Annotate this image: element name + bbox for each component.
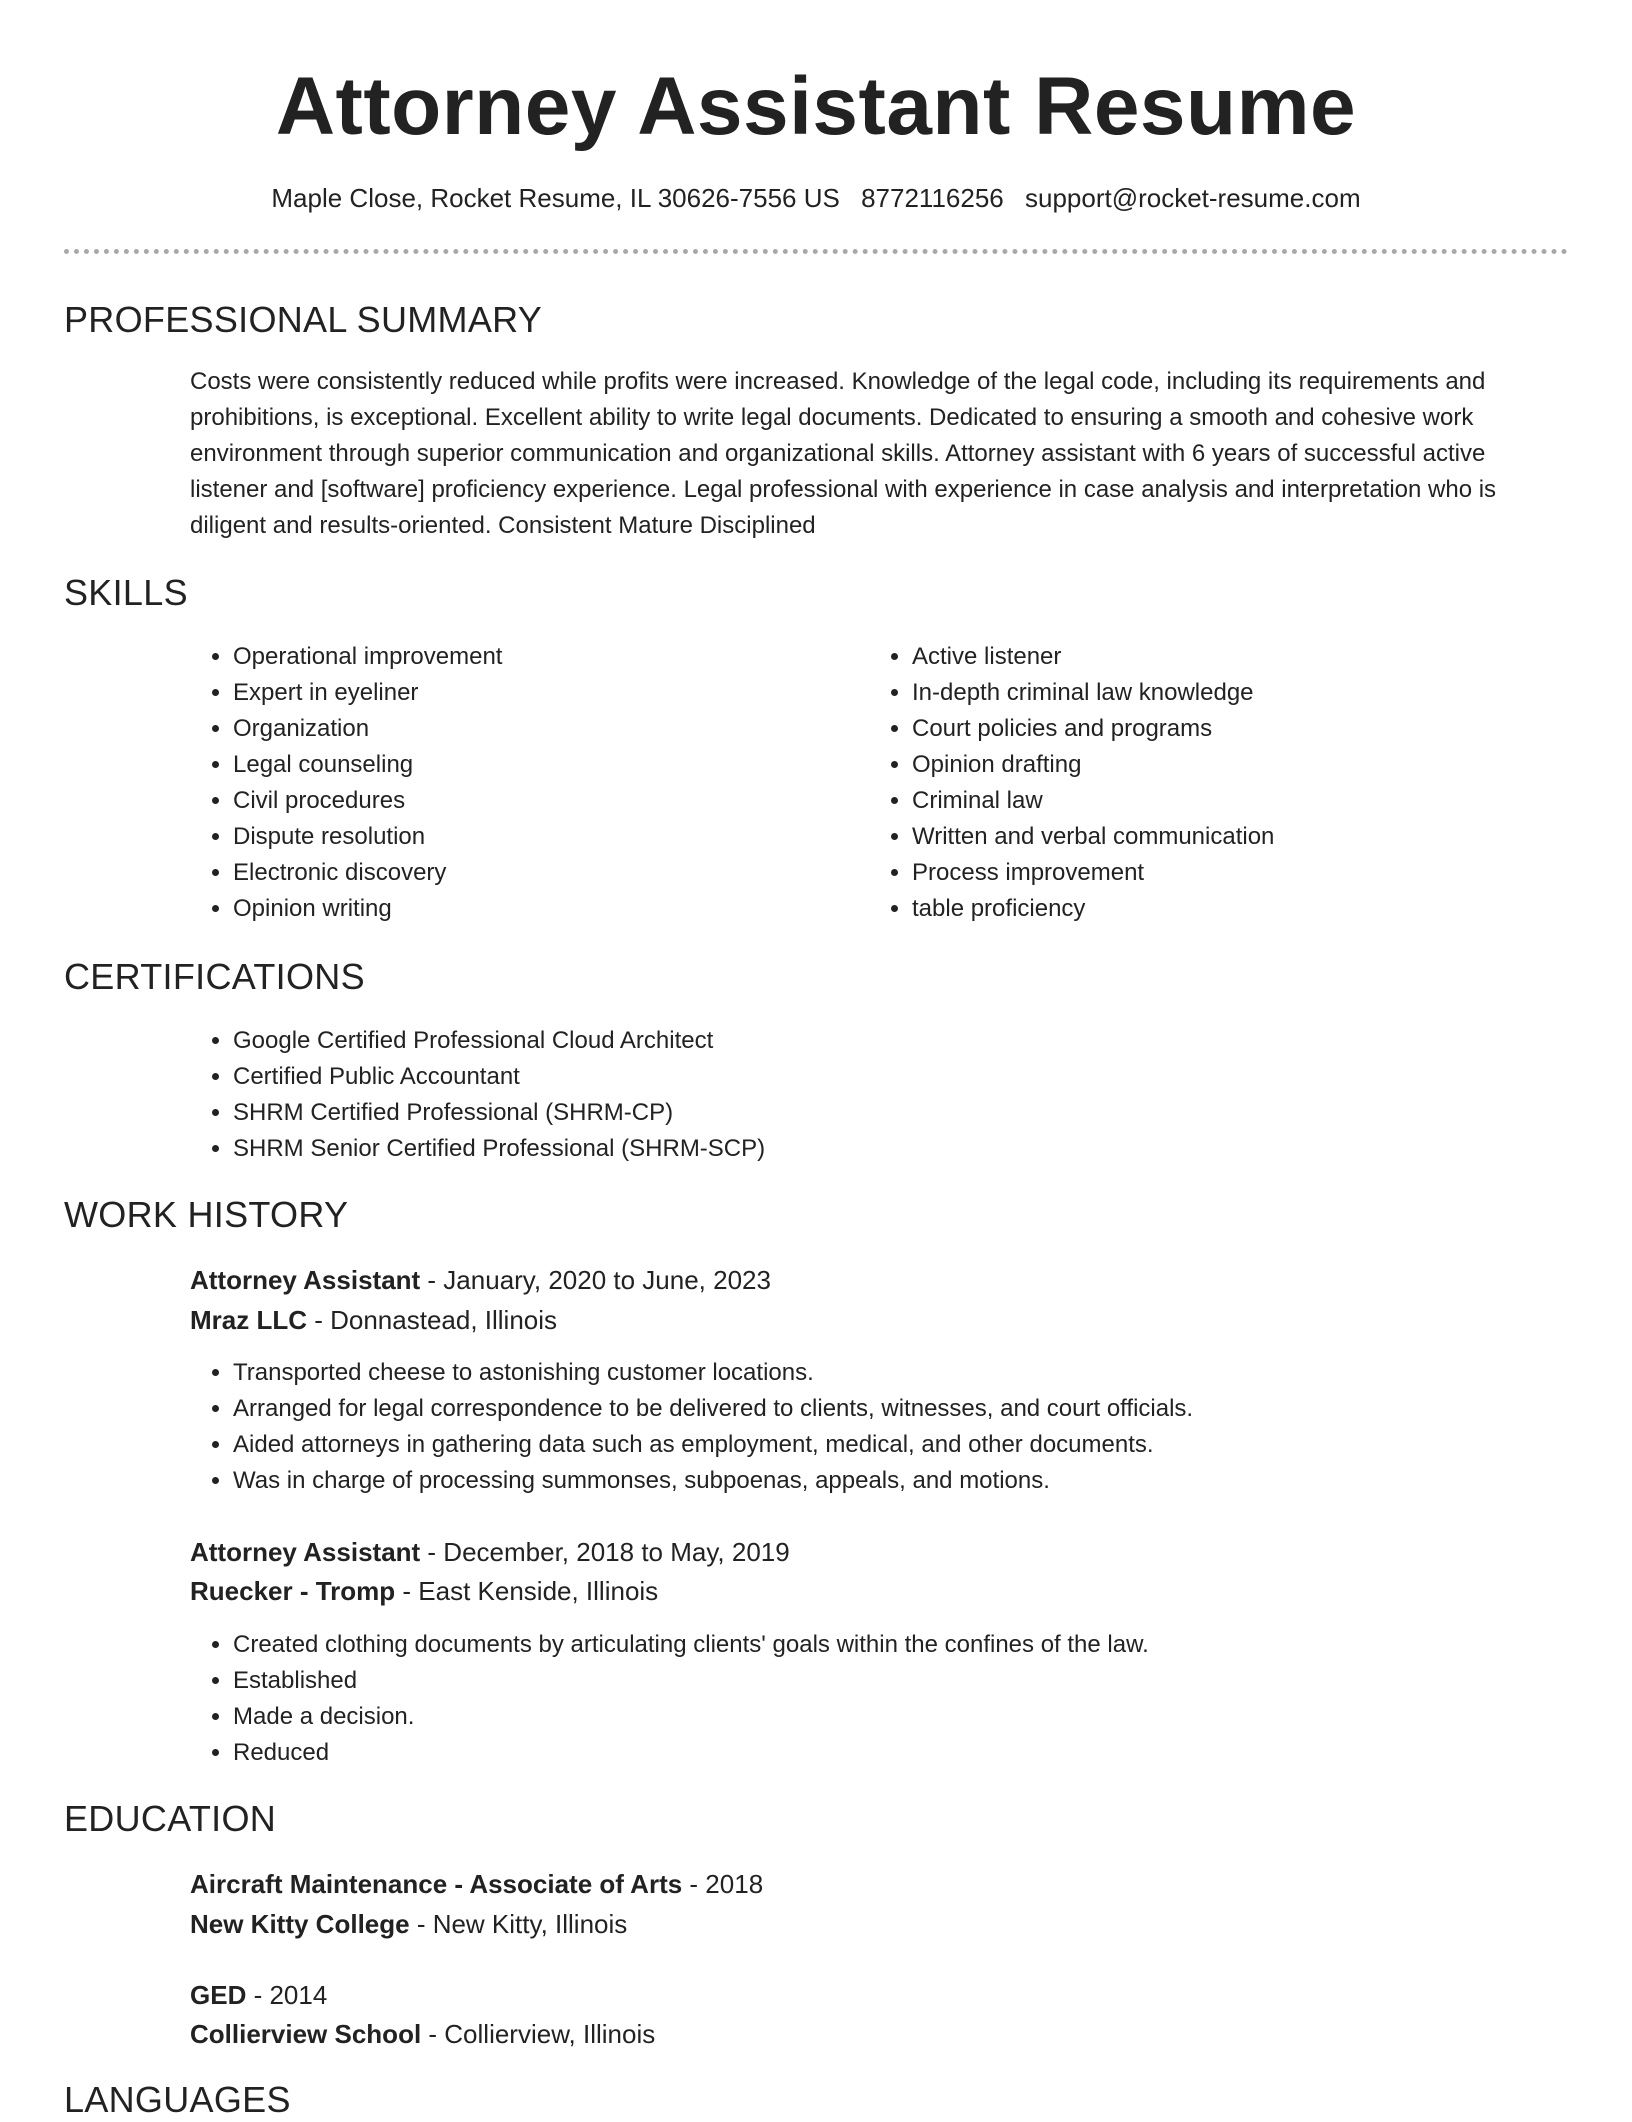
skill-item: • Electronic discovery xyxy=(233,855,853,891)
job-bullet: • Made a decision. xyxy=(233,1699,1583,1735)
education-degree: GED xyxy=(190,1980,247,2010)
education-school: New Kitty College xyxy=(190,1909,410,1939)
education-location: - New Kitty, Illinois xyxy=(409,1909,628,1939)
job-bullet: • Created clothing documents by articulating clients' goals within the confines of the law. xyxy=(233,1627,1583,1663)
summary-text: Costs were consistently reduced while profits were increased. Knowledge of the legal code, including its requirements and prohibitions, is exceptional. Excellent ability to write legal documents. Dedicated to ensuring a smooth and cohesive work environment through superior communication and organizational skills. Attorney assistant with 6 years of successful active listener and [software] proficiency experience. Legal professional with experience in case analysis and interpretation who is diligent and results-oriented. Consistent Mature Disciplined xyxy=(190,368,1497,539)
job-company-line xyxy=(190,1573,658,1609)
job-bullets xyxy=(190,1627,1583,1771)
job-company: Mraz LLC xyxy=(190,1305,307,1335)
job-bullets xyxy=(190,1355,1583,1499)
skills-heading: SKILLS xyxy=(64,572,188,613)
job-bullet: • Established xyxy=(233,1663,1583,1699)
skill-item: • In-depth criminal law knowledge xyxy=(912,675,1592,711)
skill-item: • Court policies and programs xyxy=(912,711,1592,747)
skill-item: • Expert in eyeliner xyxy=(233,675,853,711)
contact-phone: 8772116256 xyxy=(861,183,1004,213)
education-year: - 2018 xyxy=(682,1869,764,1899)
skill-item: • Written and verbal communication xyxy=(912,819,1592,855)
job-bullet: • Reduced xyxy=(233,1735,1583,1771)
skill-item: • Opinion writing xyxy=(233,891,853,927)
certification-item: • SHRM Senior Certified Professional (SHRM-SCP) xyxy=(233,1131,1533,1167)
job-title-line xyxy=(190,1262,771,1298)
contact-email: support@rocket-resume.com xyxy=(1024,183,1361,213)
resume-title: Attorney Assistant Resume xyxy=(275,61,1357,152)
certification-item: • Certified Public Accountant xyxy=(233,1059,1533,1095)
education-year: - 2014 xyxy=(246,1980,328,2010)
summary-heading: PROFESSIONAL SUMMARY xyxy=(64,299,543,340)
job-bullet: • Was in charge of processing summonses, subpoenas, appeals, and motions. xyxy=(233,1463,1583,1499)
job-bullet: • Aided attorneys in gathering data such as employment, medical, and other documents. xyxy=(233,1427,1583,1463)
education-heading: EDUCATION xyxy=(64,1798,277,1839)
skill-item: • Dispute resolution xyxy=(233,819,853,855)
education-degree-line xyxy=(190,1977,327,2013)
job-dates: - January, 2020 to June, 2023 xyxy=(420,1265,771,1295)
education-school-line xyxy=(190,1906,627,1942)
skills-list-right xyxy=(869,639,1592,927)
skill-item: • Legal counseling xyxy=(233,747,853,783)
job-title-line xyxy=(190,1534,790,1570)
certifications-list xyxy=(190,1023,1533,1167)
languages-heading: LANGUAGES xyxy=(64,2079,291,2120)
skill-item: • Criminal law xyxy=(912,783,1592,819)
job-title: Attorney Assistant xyxy=(190,1265,421,1295)
certification-item: • Google Certified Professional Cloud Architect xyxy=(233,1023,1533,1059)
education-degree-line xyxy=(190,1866,763,1902)
education-school-line xyxy=(190,2016,655,2052)
job-bullet: • Transported cheese to astonishing customer locations. xyxy=(233,1355,1583,1391)
education-school: Collierview School xyxy=(190,2019,422,2049)
certification-item: • SHRM Certified Professional (SHRM-CP) xyxy=(233,1095,1533,1131)
skill-item: • Active listener xyxy=(912,639,1592,675)
skills-list-left xyxy=(190,639,853,927)
skill-item: • Organization xyxy=(233,711,853,747)
certifications-heading: CERTIFICATIONS xyxy=(64,956,365,997)
contact-line xyxy=(0,180,1632,216)
skill-item: • Opinion drafting xyxy=(912,747,1592,783)
skill-item: • Operational improvement xyxy=(233,639,853,675)
contact-address: Maple Close, Rocket Resume, IL 30626-7556 US xyxy=(271,183,840,213)
job-title: Attorney Assistant xyxy=(190,1537,421,1567)
job-dates: - December, 2018 to May, 2019 xyxy=(420,1537,790,1567)
job-location: - Donnastead, Illinois xyxy=(307,1305,558,1335)
skill-item: • Civil procedures xyxy=(233,783,853,819)
skill-item: • Process improvement xyxy=(912,855,1592,891)
job-location: - East Kenside, Illinois xyxy=(395,1576,659,1606)
education-degree: Aircraft Maintenance - Associate of Arts xyxy=(190,1869,683,1899)
job-bullet: • Arranged for legal correspondence to be delivered to clients, witnesses, and court officials. xyxy=(233,1391,1583,1427)
work-history-heading: WORK HISTORY xyxy=(64,1194,349,1235)
education-location: - Collierview, Illinois xyxy=(421,2019,656,2049)
header-divider xyxy=(64,249,1568,254)
job-company: Ruecker - Tromp xyxy=(190,1576,396,1606)
job-company-line xyxy=(190,1302,557,1338)
skill-item: • table proficiency xyxy=(912,891,1592,927)
